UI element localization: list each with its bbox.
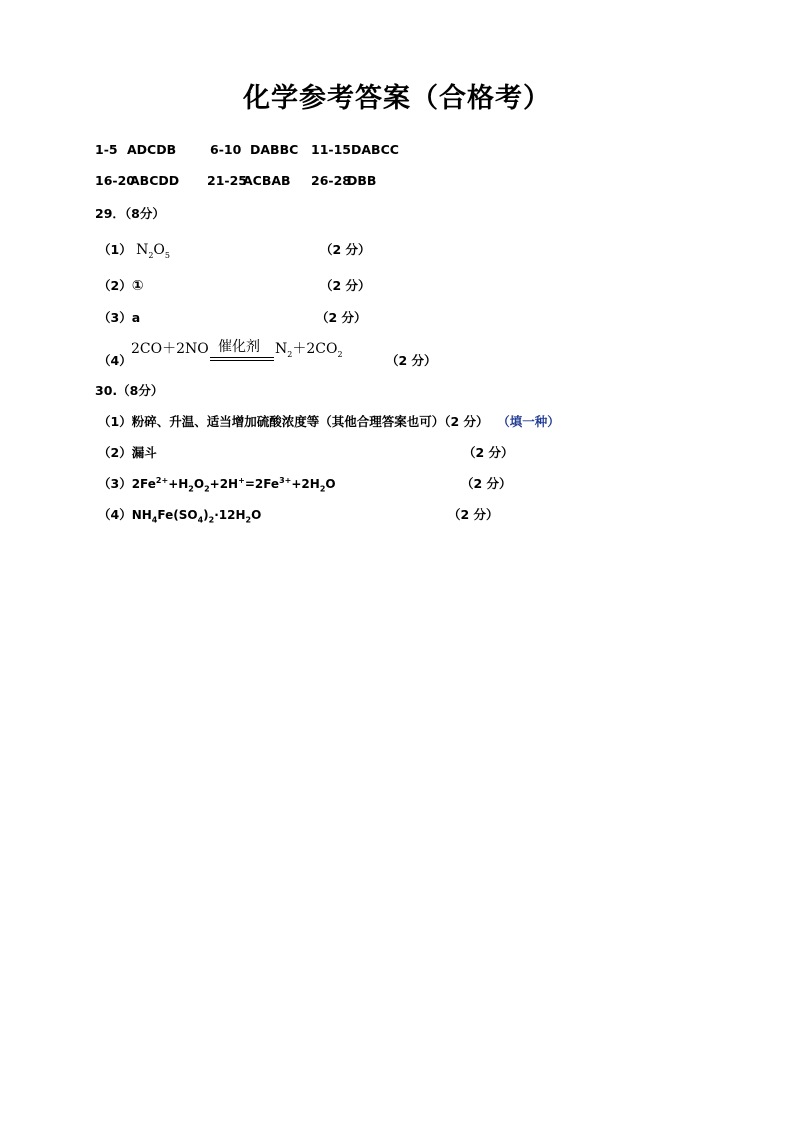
mc-answer-26-28: DBB (347, 173, 377, 188)
q30-item-2 (98, 443, 157, 461)
q30-item-4 (98, 505, 261, 524)
q29-item-4-products: $N_2+2CO_2$ (275, 341, 343, 359)
mc-range-16-20: 16-20 (95, 173, 135, 188)
q30-item-3-equation: $2Fe^{2+}+H_2O_2+2H^+=2Fe^{3+}+2H_2O$ (131, 476, 336, 494)
q29-item-3-score: （2 分） (316, 310, 367, 325)
q29-item-2-num: （2） (98, 278, 132, 293)
q29-item-3-answer: a (131, 310, 141, 325)
q30-item-2-answer: 漏斗 (131, 445, 157, 460)
mc-range-6-10: 6-10 (210, 142, 242, 157)
mc-answer-16-20: ABCDD (130, 173, 180, 188)
q30-item-2-num: （2） (98, 445, 132, 460)
q30-item-1 (98, 412, 560, 430)
mc-answer-11-15: DABCC (351, 142, 399, 157)
q30-item-3-num: （3） (98, 476, 132, 491)
mc-answer-6-10: DABBC (250, 142, 299, 157)
mc-range-1-5: 1-5 (95, 142, 118, 157)
q29-item-4-num: （4） (98, 353, 132, 368)
q30-item-1-answer: 粉碎、升温、适当增加硫酸浓度等（其他合理答案也可） (131, 414, 445, 429)
q29-item-1-num: （1） (98, 242, 132, 257)
mc-range-26-28: 26-28 (311, 173, 351, 188)
q30-item-2-score: （2 分） (463, 445, 514, 460)
q30-item-4-score: （2 分） (448, 507, 499, 522)
q29-item-1-formula: $N_2O_5$ (136, 242, 170, 260)
q29-item-3-num: （3） (98, 310, 132, 325)
q29-item-4-score: （2 分） (386, 353, 437, 368)
q29-item-1 (98, 240, 170, 260)
q30-header: 30.（8分） (95, 383, 164, 398)
q30-item-4-num: （4） (98, 507, 132, 522)
mc-answer-1-5: ADCDB (127, 142, 177, 157)
mc-range-11-15: 11-15 (311, 142, 351, 157)
q30-item-3 (98, 474, 336, 493)
q30-item-4-formula: $NH_4Fe(SO_4)_2\cdot 12H_2O$ (131, 508, 262, 525)
mc-range-21-25: 21-25 (207, 173, 247, 188)
q29-header: 29．（8分） (95, 206, 165, 221)
q30-item-1-score: （2 分） (444, 414, 489, 429)
q29-item-4-catalyst: 催化剂 (218, 339, 260, 355)
q29-item-4-reactants: 2CO＋2NO (131, 341, 209, 357)
mc-answer-21-25: ACBAB (243, 173, 291, 188)
q30-item-3-score: （2 分） (461, 476, 512, 491)
reaction-equals-sign (210, 357, 274, 361)
q29-item-2 (98, 276, 144, 294)
q29-item-1-score: （2 分） (320, 242, 371, 257)
q30-item-1-num: （1） (98, 414, 132, 429)
q29-item-2-score: （2 分） (320, 278, 371, 293)
q30-item-1-note: （填一种） (497, 414, 560, 429)
q29-item-2-answer: ① (131, 278, 144, 294)
page-title: 化学参考答案（合格考） (243, 83, 551, 114)
q29-item-3 (98, 308, 140, 326)
